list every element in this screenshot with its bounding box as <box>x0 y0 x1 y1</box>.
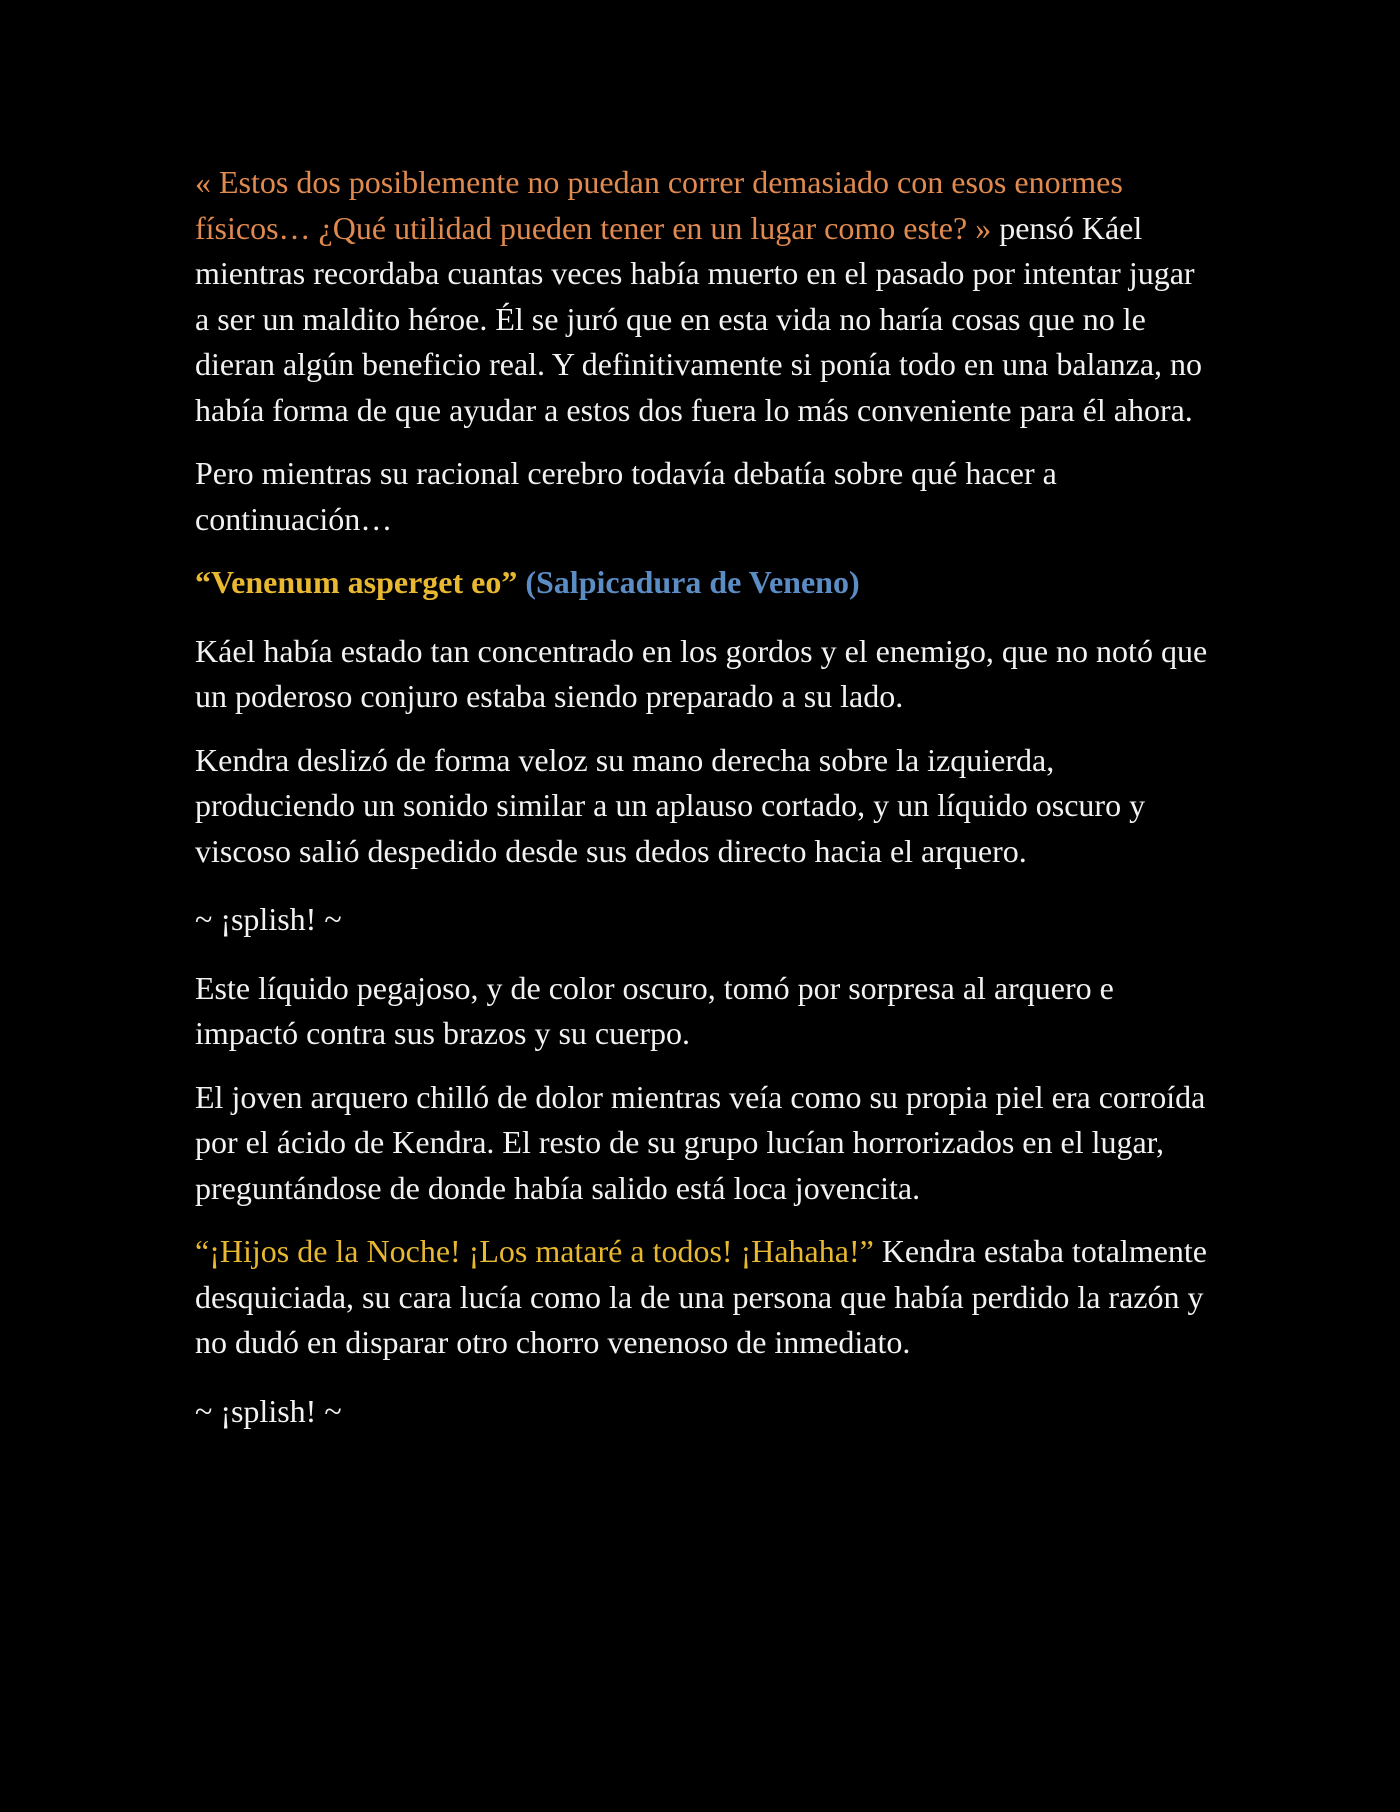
sound-effect-splish-2: ~ ¡splish! ~ <box>195 1392 342 1429</box>
paragraph-debate: Pero mientras su racional cerebro todavía debatía sobre qué hacer a continuación… <box>195 455 1057 537</box>
paragraph-kael-thought <box>195 160 1210 433</box>
story-page <box>195 160 1210 1452</box>
kendra-shout-text: “¡Hijos de la Noche! ¡Los mataré a todos! ¡Hahaha!” <box>195 1233 874 1269</box>
spell-name-text: (Salpicadura de Veneno) <box>517 564 860 600</box>
kael-thought-text: « Estos dos posiblemente no puedan correr demasiado con esos enormes físicos… ¿Qué utilidad pueden tener en un lugar como este? » <box>195 164 1123 246</box>
paragraph-kendra-attack: Kendra deslizó de forma veloz su mano derecha sobre la izquierda, produciendo un sonido similar a un aplauso cortado, y un líquido oscuro y viscoso salió despedido desde sus dedos directo hacia el arquero. <box>195 741 1146 869</box>
paragraph-liquid-impact: Este líquido pegajoso, y de color oscuro, tomó por sorpresa al arquero e impactó contra sus brazos y su cuerpo. <box>195 969 1114 1051</box>
paragraph-spell-cast <box>195 560 1210 606</box>
narration-text: Kendra estaba totalmente desquiciada, su cara lucía como la de una persona que había perdido la razón y no dudó en disparar otro chorro venenoso de inmediato. <box>195 1233 1207 1360</box>
paragraph-kendra-shout <box>195 1229 1210 1366</box>
narration-text: pensó Káel mientras recordaba cuantas veces había muerto en el pasado por intentar jugar a ser un maldito héroe. Él se juró que en esta vida no haría cosas que no le dieran algún beneficio real. Y definitivamente si ponía todo en una balanza, no había forma de que ayudar a estos dos fuera lo más conveniente para él ahora. <box>195 209 1203 428</box>
incantation-text: “Venenum asperget eo” <box>195 564 518 600</box>
sound-effect-splish: ~ ¡splish! ~ <box>195 901 342 937</box>
paragraph-archer-pain: El joven arquero chilló de dolor mientras veía como su propia piel era corroída por el ácido de Kendra. El resto de su grupo lucían horrorizados en el lugar, preguntándose de donde había salido está loca jovencita. <box>195 1078 1206 1206</box>
paragraph-kael-distracted: Káel había estado tan concentrado en los gordos y el enemigo, que no notó que un poderoso conjuro estaba siendo preparado a su lado. <box>195 632 1208 714</box>
